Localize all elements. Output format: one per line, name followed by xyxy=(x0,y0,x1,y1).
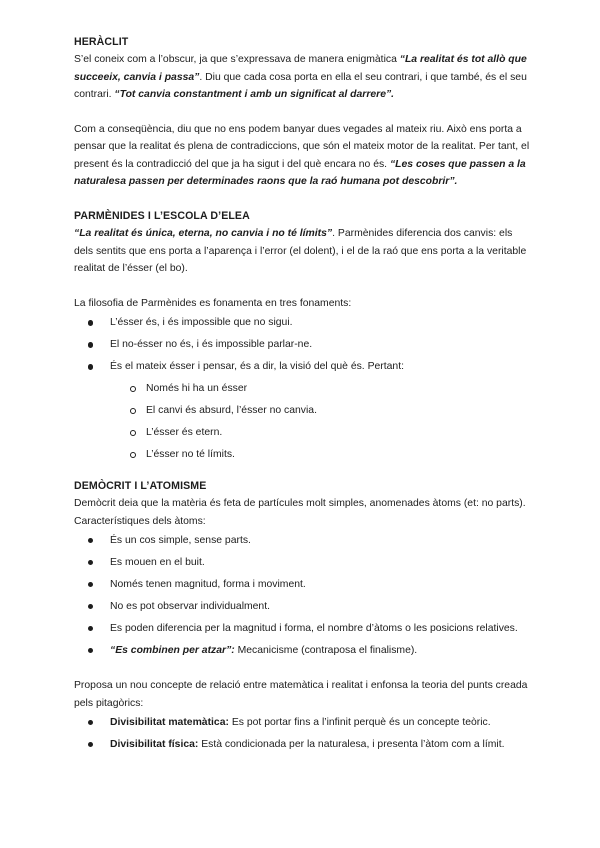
list-item: Es poden diferencia per la magnitud i forma, el nombre d’àtoms o les posicions relatives. xyxy=(74,620,534,637)
democrit-paragraph-1: Demòcrit deia que la matèria és feta de partícules molt simples, anomenades àtoms (et: no parts). Característiques dels àtoms: xyxy=(74,498,526,527)
heraclit-quote-2: “Tot canvia constantment i amb un significat al darrere”. xyxy=(114,89,395,101)
heraclit-quote-3: “Les coses que passen a la naturalesa passen per determinades raons que la raó humana pot descobrir”. xyxy=(74,158,526,188)
democrit-quote: “Es combinen per atzar”: xyxy=(110,645,235,657)
list-item: Només tenen magnitud, forma i moviment. xyxy=(74,576,534,593)
list-item: L’ésser és, i és impossible que no sigui. xyxy=(74,314,534,331)
list-item: “Es combinen per atzar”: Mecanicisme (contraposa el finalisme). xyxy=(74,642,534,659)
heraclit-paragraph-1: S’el coneix com a l’obscur, ja que s’expressava de manera enigmàtica “La realitat és tot allò que succeeix, canvia i passa”. Diu que cada cosa porta en ella el seu contrari, i que també, és el seu contrari. “Tot canvia constantment i amb un significat al darrere”. xyxy=(74,54,527,101)
sublist-item: L’ésser és etern. xyxy=(110,424,534,441)
heraclit-quote-1: “La realitat és tot allò que succeeix, canvia i passa” xyxy=(74,54,527,83)
list-item: Divisibilitat matemàtica: Es pot portar fins a l’infinit perquè és un concepte teòric. xyxy=(74,714,534,731)
democrit-list xyxy=(74,532,534,659)
heraclit-heading: HERÀCLIT xyxy=(74,36,129,48)
list-item: El no-ésser no és, i és impossible parlar-ne. xyxy=(74,336,534,353)
parmenides-sublist xyxy=(110,380,534,463)
sublist-item: L’ésser no té límits. xyxy=(110,446,534,463)
sublist-item: El canvi és absurd, l’ésser no canvia. xyxy=(110,402,534,419)
parmenides-heading: PARMÈNIDES I L’ESCOLA D’ELEA xyxy=(74,210,250,223)
list-item: És el mateix ésser i pensar, és a dir, la visió del què és. Pertant: Només hi ha un ésser El canvi és absurd, l’ésser no canvia. L’ésser és etern. L’ésser no té límits. xyxy=(74,358,534,463)
divisibility-physical-label: Divisibilitat física: xyxy=(110,739,199,751)
democrit-heading: DEMÒCRIT I L’ATOMISME xyxy=(74,480,207,493)
heraclit-paragraph-2: Com a conseqüència, diu que no ens podem banyar dues vegades al mateix riu. Això ens porta a pensar que la realitat és plena de contradiccions, que són el mateix motor de la realitat. Per tant, el present és la contradicció del que ja ha sigut i del què encara no és. “Les coses que passen a la naturalesa passen per determinades raons que la raó humana pot descobrir”. xyxy=(74,124,530,188)
sublist-item: Només hi ha un ésser xyxy=(110,380,534,397)
list-item: És un cos simple, sense parts. xyxy=(74,532,534,549)
parmenides-paragraph-2: La filosofia de Parmènides es fonamenta en tres fonaments: xyxy=(74,298,352,310)
parmenides-quote: “La realitat és única, eterna, no canvia i no té límits” xyxy=(74,228,333,240)
list-item: Es mouen en el buit. xyxy=(74,554,534,571)
divisibility-list xyxy=(74,714,534,753)
parmenides-list xyxy=(74,314,534,463)
list-item: No es pot observar individualment. xyxy=(74,598,534,615)
parmenides-paragraph-1: “La realitat és única, eterna, no canvia i no té límits”. Parmènides diferencia dos canvis: els dels sentits que ens porta a l’aparença i l’error (el dolent), i el de la raó que ens porta a la veritable realitat de l’ésser (el bo). xyxy=(74,228,527,275)
democrit-paragraph-2: Proposa un nou concepte de relació entre matemàtica i realitat i enfonsa la teoria del punts creada pels pitagòrics: xyxy=(74,680,528,709)
list-item: Divisibilitat física: Està condicionada per la naturalesa, i presenta l’àtom com a límit. xyxy=(74,736,534,753)
divisibility-math-label: Divisibilitat matemàtica: xyxy=(110,717,229,729)
document-page xyxy=(74,34,534,758)
